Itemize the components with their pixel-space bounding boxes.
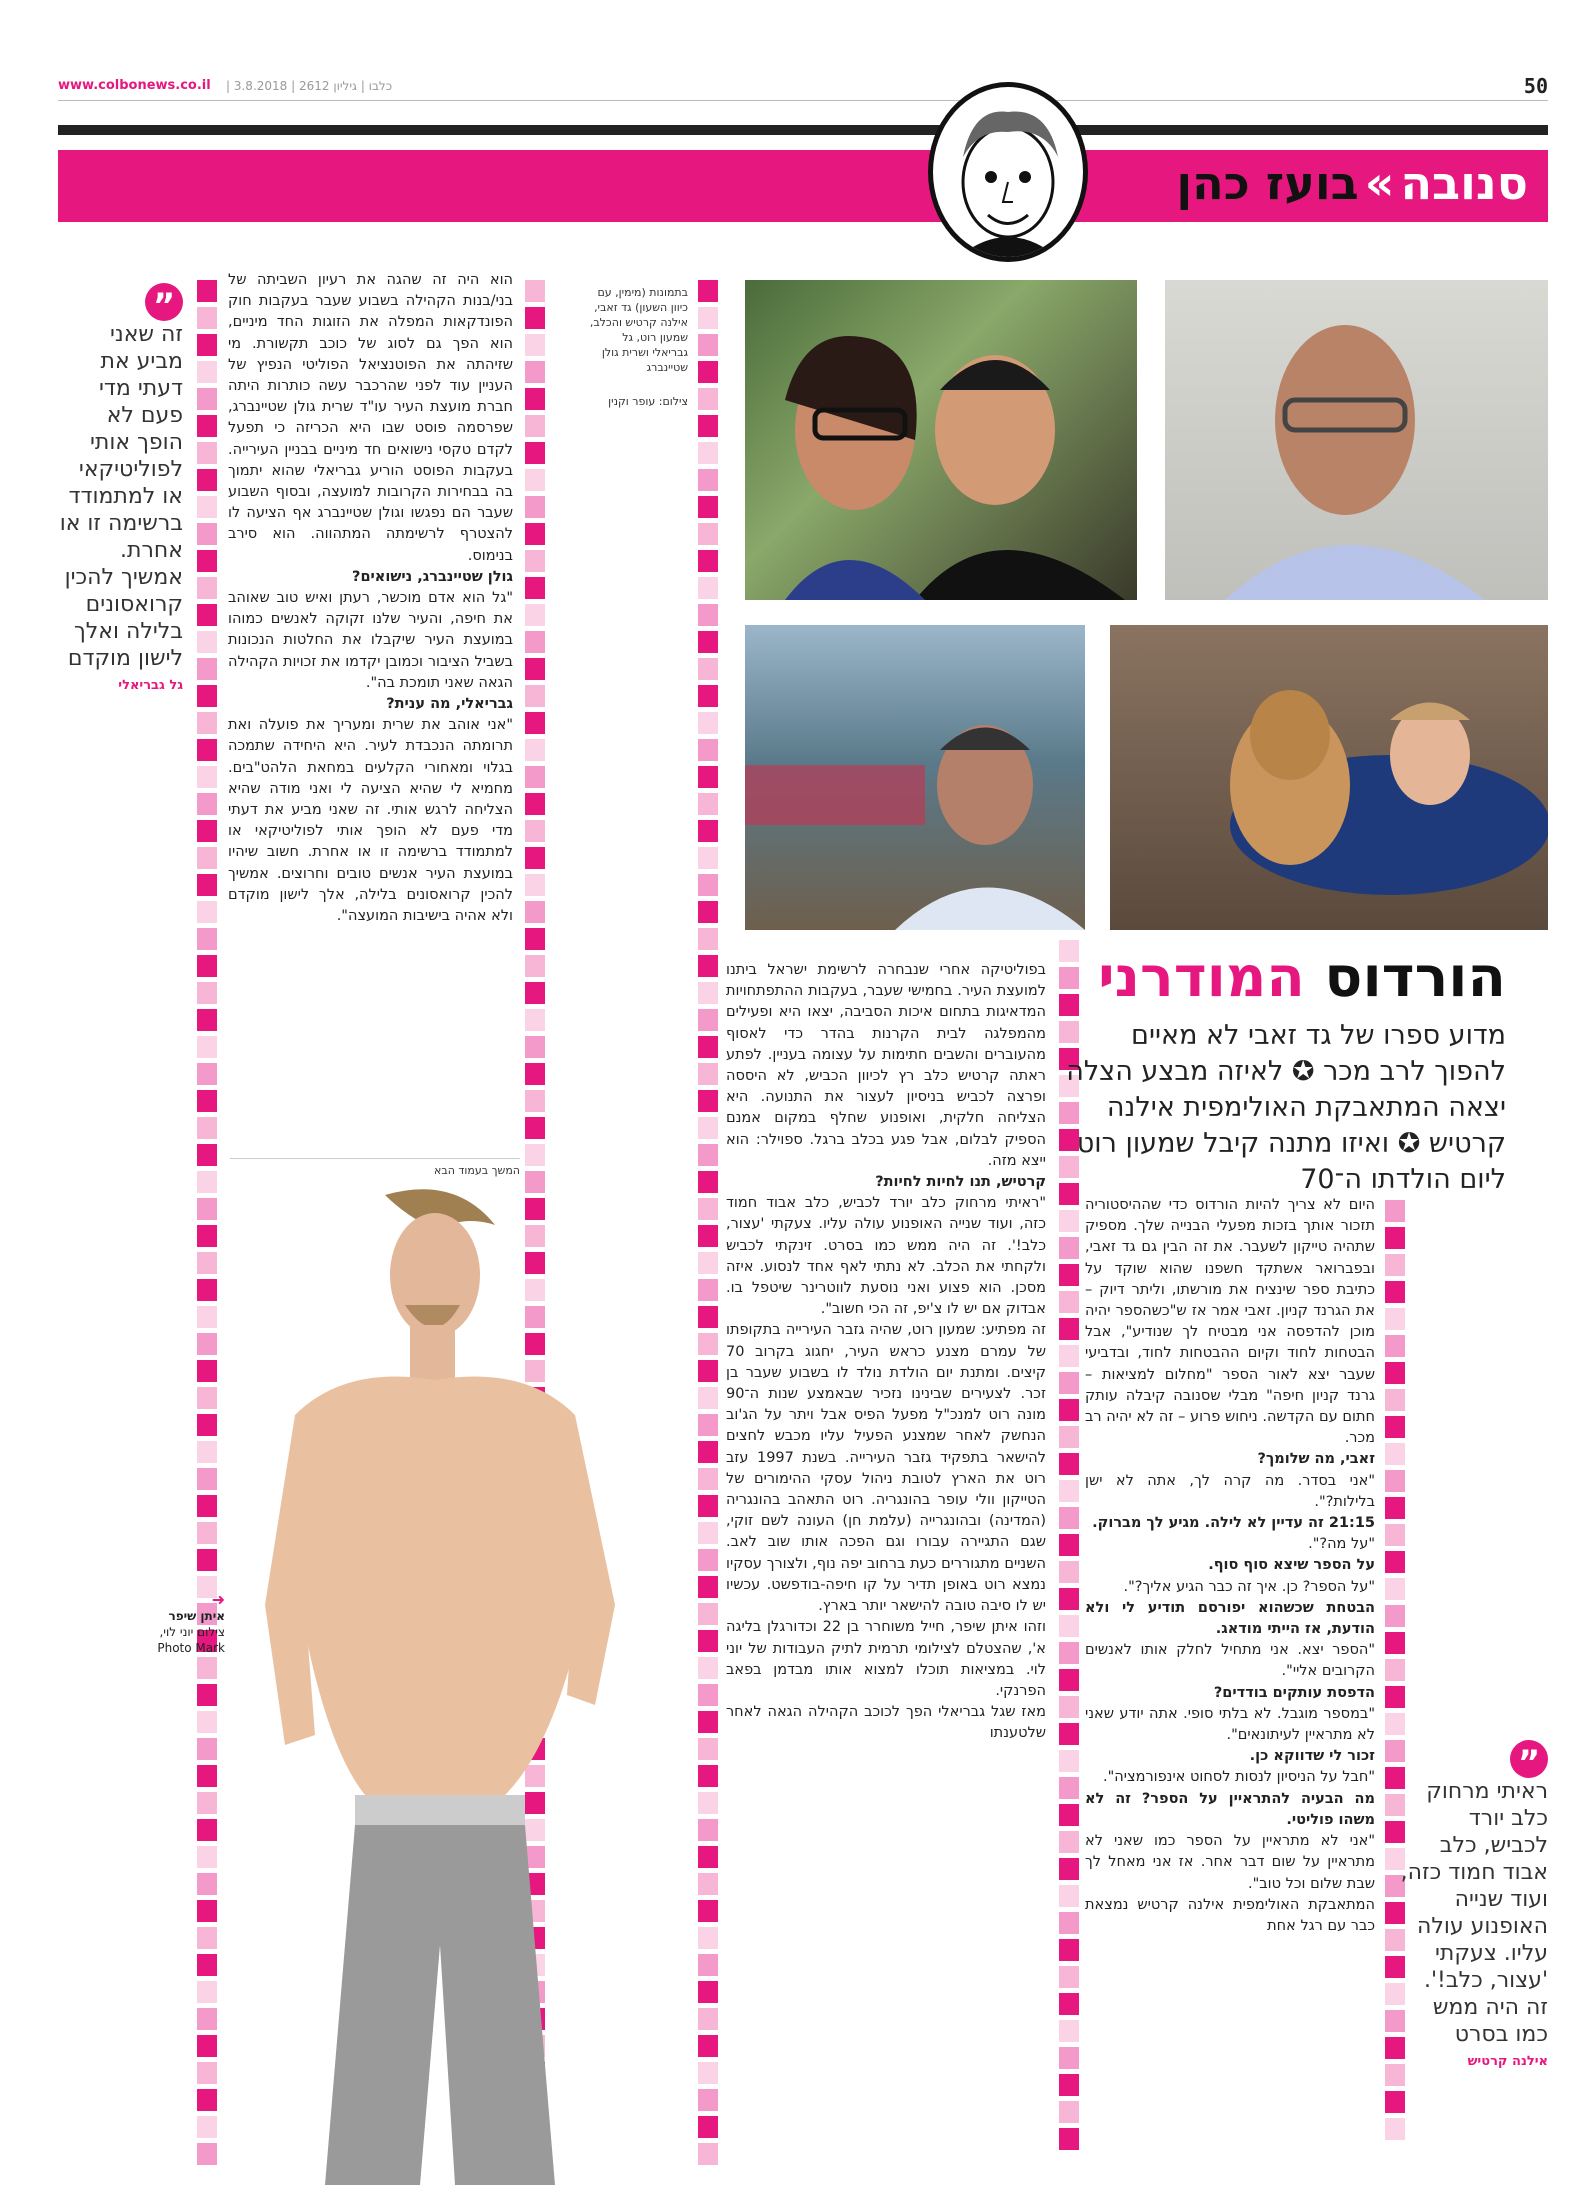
article-paragraph: בפוליטיקה אחרי שנבחרה לרשימת ישראל ביתנו למועצת העיר. בחמישי שעבר, בעקבות ההתפתחויות המדאיגות בתחום איכות הסביבה, יצאו היא ופעילים מהמפלגה לבית הקרנות בהדר כדי לאסוף מהעוברים והשבים חתימות על עצומה בעניין. לפתע ראתה קרטיש כלב רץ לכיוון הכביש, לא היססה ופרצה לכביש בניסיון לעצור את התנועה. היא הצליחה חלקית, ואופנוע שחלף במקום אמנם הספיק לבלום, אבל פגע בכלב ברגל. ספוילר: הוא ייצא מזה. — [726, 962, 1046, 1169]
stripe-block — [698, 2035, 718, 2057]
stripe-block — [698, 1954, 718, 1976]
stripe-block — [698, 361, 718, 383]
stripe-block — [698, 1576, 718, 1598]
headline-dark: הורדוס — [1324, 945, 1506, 1010]
stripe-block — [197, 631, 217, 653]
article-paragraph: קרטיש, תנו לחיות לחיות? — [875, 1174, 1046, 1191]
stripe-block — [197, 739, 217, 761]
stripe-block — [698, 1846, 718, 1868]
stripe-block — [197, 577, 217, 599]
stripe-block — [197, 1225, 217, 1247]
article-paragraph: "על הספר? כן. איך זה כבר הגיע אליך?". — [1123, 1578, 1375, 1595]
stripe-block — [197, 1090, 217, 1112]
stripe-block — [197, 1009, 217, 1031]
stripe-block — [525, 631, 545, 653]
article-headline — [1098, 945, 1506, 1010]
stripe-block — [1385, 1281, 1405, 1303]
column-title — [1176, 156, 1528, 210]
section-keyword: סנובה — [1400, 156, 1528, 210]
decor-stripe — [197, 280, 217, 2170]
article-paragraph: וזהו איתן שיפר, חייל משוחרר בן 22 וכדורגלן בליגה א', שהצטלם לצילומי תרמית לתיק העבודות של יוני לוי. במציאות תוכלו למצוא אותו מבדמן בפאב הפרנקי. — [726, 1619, 1046, 1699]
stripe-block — [1059, 1561, 1079, 1583]
stripe-block — [197, 2116, 217, 2138]
stripe-block — [197, 982, 217, 1004]
stripe-block — [698, 1117, 718, 1139]
section-arrow: » — [1364, 156, 1395, 210]
stripe-block — [1059, 1318, 1079, 1340]
photo-couple — [745, 280, 1137, 600]
stripe-block — [698, 1171, 718, 1193]
article-paragraph: "חבל על הניסיון לנסות לסחוט אינפורמציה". — [1103, 1769, 1375, 1786]
stripe-block — [698, 388, 718, 410]
stripe-block — [197, 1684, 217, 1706]
stripe-block — [698, 2089, 718, 2111]
stripe-block — [197, 1495, 217, 1517]
article-column-2 — [726, 960, 1046, 2180]
stripe-block — [525, 361, 545, 383]
arrow-right-icon: ➜ — [211, 1590, 225, 1609]
stripe-block — [698, 847, 718, 869]
stripe-block — [698, 874, 718, 896]
model-name: איתן שיפר — [168, 1609, 225, 1623]
stripe-block — [525, 982, 545, 1004]
stripe-block — [525, 712, 545, 734]
stripe-block — [197, 2008, 217, 2030]
stripe-block — [1059, 1372, 1079, 1394]
column-band — [58, 150, 1548, 222]
stripe-block — [1059, 1237, 1079, 1259]
stripe-block — [698, 1198, 718, 1220]
stripe-block — [197, 793, 217, 815]
author-name: בועז כהן — [1176, 156, 1359, 210]
stripe-block — [525, 280, 545, 302]
stripe-block — [197, 928, 217, 950]
author-caricature — [928, 82, 1088, 262]
article-paragraph: זכור לי שדווקא כן. — [1249, 1748, 1375, 1765]
stripe-block — [698, 766, 718, 788]
site-header-bar — [58, 74, 1548, 101]
stripe-block — [197, 1441, 217, 1463]
stripe-block — [1385, 1308, 1405, 1330]
stripe-block — [698, 1684, 718, 1706]
stripe-block — [1385, 1497, 1405, 1519]
stripe-block — [1059, 1588, 1079, 1610]
stripe-block — [197, 874, 217, 896]
stripe-block — [1059, 967, 1079, 989]
article-paragraph: היום לא צריך להיות הורדוס כדי שההיסטוריה תזכור אותך בזכות מפעלי הבנייה שלך. מספיק שתהיה טייקון לשעבר. את זה הבין גם גד זאבי, ובפברואר אשתקד חשפנו שהוא שוקד על כתיבת ספר שינציח את מורשתו, וליתר דיוק – את הגרנד קניון. זאבי אמר אז ש"כשהספר יהיה מוכן להדפסה אני מבטיח לך שנודיע", אבל הבטחות לחוד וקיום ההבטחות לחוד, ובדביעי שעבר יצא לאור הספר "מחלום למציאות – גרנד קניון חיפה" מבלי שסנובה קיבלה עותק חתום עם הקדשה. ניחוש פרוע – זה לא יהיה רב מכר. — [1085, 1197, 1375, 1447]
article-paragraph: "אני אוהב את שרית ומעריך את פועלה ואת תרומתה הנכבדת לעיר. היא היחידה שתמכה בגלוי ומאחורי הקלעים במחאת הלהט"בים. מחמיא לי שהיא הציעה לי ואני מודה שהיא הצליחה לרגש אותי. זה שאני מביע את דעתי מדי פעם לא הופך אותי לפוליטיקאי או למתמודד ברשימה זו או אחרת. חשוב שיהיו במועצת העיר אנשים טובים וחרוצים. אמשיך להכין קרואסונים בלילה, אלך לישון מוקדם ולא אהיה בישיבות המועצה". — [228, 717, 513, 925]
stripe-block — [197, 1198, 217, 1220]
stripe-block — [197, 1819, 217, 1841]
stripe-block — [698, 523, 718, 545]
stripe-block — [525, 577, 545, 599]
stripe-block — [197, 1171, 217, 1193]
stripe-block — [197, 1063, 217, 1085]
stripe-block — [197, 1387, 217, 1409]
stripe-block — [197, 1657, 217, 1679]
stripe-block — [1059, 1291, 1079, 1313]
stripe-block — [197, 334, 217, 356]
stripe-block — [1385, 2118, 1405, 2140]
stripe-block — [698, 1333, 718, 1355]
stripe-block — [197, 1954, 217, 1976]
stripe-block — [698, 1468, 718, 1490]
stripe-block — [197, 658, 217, 680]
stripe-block — [698, 982, 718, 1004]
stripe-block — [1059, 1453, 1079, 1475]
stripe-block — [698, 1036, 718, 1058]
stripe-block — [197, 523, 217, 545]
stripe-block — [525, 1144, 545, 1166]
issue-meta: | כלבו | גיליון 2612 | 3.8.2018 — [226, 79, 393, 93]
stripe-block — [197, 604, 217, 626]
article-paragraph: על הספר שיצא סוף סוף. — [1208, 1557, 1375, 1574]
stripe-block — [197, 1468, 217, 1490]
stripe-block — [1059, 1885, 1079, 1907]
stripe-block — [525, 847, 545, 869]
stripe-block — [197, 955, 217, 977]
stripe-block — [197, 280, 217, 302]
stripe-block — [698, 1549, 718, 1571]
stripe-block — [698, 1927, 718, 1949]
stripe-block — [1059, 1669, 1079, 1691]
stripe-block — [1059, 1858, 1079, 1880]
stripe-block — [197, 469, 217, 491]
page-number: 50 — [1523, 74, 1548, 98]
stripe-block — [525, 766, 545, 788]
stripe-block — [698, 955, 718, 977]
stripe-block — [525, 820, 545, 842]
stripe-block — [197, 1279, 217, 1301]
stripe-block — [197, 307, 217, 329]
stripe-block — [197, 361, 217, 383]
stripe-block — [698, 712, 718, 734]
stripe-block — [1385, 2091, 1405, 2113]
stripe-block — [698, 2008, 718, 2030]
stripe-block — [197, 1765, 217, 1787]
stripe-block — [1059, 1345, 1079, 1367]
stripe-block — [698, 604, 718, 626]
stripe-block — [525, 415, 545, 437]
stripe-block — [698, 1144, 718, 1166]
stripe-block — [197, 1900, 217, 1922]
stripe-block — [197, 1333, 217, 1355]
model-caption — [130, 1592, 225, 1656]
stripe-block — [698, 496, 718, 518]
stripe-block — [1385, 1713, 1405, 1735]
stripe-block — [525, 739, 545, 761]
stripe-block — [197, 901, 217, 923]
top-rule — [58, 125, 1548, 135]
stripe-block — [698, 1900, 718, 1922]
stripe-block — [525, 1009, 545, 1031]
stripe-block — [197, 1738, 217, 1760]
stripe-block — [1059, 1615, 1079, 1637]
quote-icon: ” — [145, 283, 183, 321]
stripe-block — [1385, 1551, 1405, 1573]
stripe-block — [698, 1981, 718, 2003]
stripe-block — [1385, 1686, 1405, 1708]
article-paragraph: "על מה?". — [1308, 1536, 1375, 1553]
article-paragraph: מאז שגל גבריאלי הפך לכוכב הקהילה הגאה לאחר שלטענתו — [726, 1704, 1046, 1742]
stripe-block — [698, 1765, 718, 1787]
stripe-block — [698, 739, 718, 761]
stripe-block — [197, 685, 217, 707]
stripe-block — [197, 2035, 217, 2057]
stripe-block — [1385, 1389, 1405, 1411]
stripe-block — [698, 577, 718, 599]
article-column-3 — [228, 270, 513, 1130]
stripe-block — [525, 928, 545, 950]
article-paragraph: 21:15 זה עדיין לא לילה. מגיע לך מברוק. — [1092, 1515, 1375, 1532]
stripe-block — [1059, 1939, 1079, 1961]
stripe-block — [1385, 1362, 1405, 1384]
stripe-block — [698, 928, 718, 950]
stripe-block — [1385, 1578, 1405, 1600]
stripe-block — [1059, 1264, 1079, 1286]
stripe-block — [698, 280, 718, 302]
stripe-block — [197, 1927, 217, 1949]
stripe-block — [1059, 1804, 1079, 1826]
stripe-block — [1059, 994, 1079, 1016]
stripe-block — [1385, 1335, 1405, 1357]
stripe-block — [1385, 1200, 1405, 1222]
quote-text: זה שאני מביע את דעתי מדי פעם לא הופך אותי לפוליטיקאי או למתמודד ברשימה זו או אחרת. אמשיך להכין קרואסונים בלילה ואלך לישון מוקדם — [59, 322, 183, 671]
article-paragraph: זה מפתיע: שמעון רוט, שהיה גזבר העירייה בתקופתו של עמרם מצנע כראש העיר, יחגוג בקרוב 70 קיצים. ומתנת יום הולדת נולד לו בשבוע שעבר בן זכר. לצעירים שבינינו נזכיר שבאמצע שנות ה־90 מונה רוט למנכ"ל מפעל הפיס אבל ויתר על הג'וב הנחשק לאחר שמצנע הפעיל עליו מכבש לחצים להישאר בתפקיד גזבר העירייה. בשנת 1997 עזב רוט את הארץ לטובת ניהול עסקי ההימורים של הטייקון וולי עופר בהונגריה. רוט התאהב בהונגריה (המדינה) ובהונגרייה (עלמת חן) העונה לשם זוקי, שגם התגיירה עבורו וגם הפכה אותו שוב לאב. השניים מתגוררים כעת ברחוב יפה נוף, ולצורך עסקיו נמצא רוט באופן תדיר על קו חיפה-בודפשט. עכשיו יש לו סיבה טובה להישאר יותר בארץ. — [726, 1322, 1046, 1615]
stripe-block — [1059, 2020, 1079, 2042]
headline-pink: המודרני — [1098, 945, 1305, 1010]
article-paragraph: גבריאלי, מה ענית? — [386, 696, 513, 713]
stripe-block — [1059, 1993, 1079, 2015]
stripe-block — [197, 1846, 217, 1868]
stripe-block — [525, 1063, 545, 1085]
stripe-block — [197, 1252, 217, 1274]
stripe-block — [525, 469, 545, 491]
stripe-block — [1385, 1605, 1405, 1627]
stripe-block — [698, 1279, 718, 1301]
stripe-block — [197, 1549, 217, 1571]
stripe-block — [1059, 1480, 1079, 1502]
photo-shimon-roth — [745, 625, 1085, 930]
stripe-block — [698, 442, 718, 464]
stripe-block — [698, 1090, 718, 1112]
stripe-block — [698, 2116, 718, 2138]
stripe-block — [197, 820, 217, 842]
stripe-block — [698, 1603, 718, 1625]
stripe-block — [698, 1252, 718, 1274]
stripe-block — [1059, 1534, 1079, 1556]
stripe-block — [197, 712, 217, 734]
stripe-block — [1059, 1831, 1079, 1853]
stripe-block — [1059, 2047, 1079, 2069]
stripe-block — [1385, 1470, 1405, 1492]
stripe-block — [698, 793, 718, 815]
stripe-block — [698, 1657, 718, 1679]
stripe-block — [197, 847, 217, 869]
decor-stripe — [698, 280, 718, 2170]
stripe-block — [197, 1981, 217, 2003]
stripe-block — [525, 955, 545, 977]
photo-gad-zeevi — [1165, 280, 1548, 600]
stripe-block — [698, 1873, 718, 1895]
stripe-block — [197, 388, 217, 410]
article-paragraph: מה הבעיה להתראיין על הספר? זה לא משהו פוליטי. — [1085, 1790, 1375, 1828]
stripe-block — [197, 1522, 217, 1544]
stripe-block — [698, 1441, 718, 1463]
stripe-block — [698, 1387, 718, 1409]
stripe-block — [1059, 1642, 1079, 1664]
stripe-block — [698, 1819, 718, 1841]
stripe-block — [698, 550, 718, 572]
article-paragraph: הבטחת שכשהוא יפורסם תודיע לי ולא הודעת, אז הייתי מודאג. — [1085, 1599, 1375, 1638]
pull-quote-gabriely — [58, 283, 183, 699]
stripe-block — [1059, 940, 1079, 962]
stripe-block — [698, 469, 718, 491]
stripe-block — [698, 1738, 718, 1760]
stripe-block — [525, 793, 545, 815]
stripe-block — [197, 766, 217, 788]
stripe-block — [525, 1117, 545, 1139]
stripe-block — [698, 1792, 718, 1814]
stripe-block — [698, 334, 718, 356]
stripe-block — [197, 1414, 217, 1436]
stripe-block — [197, 550, 217, 572]
stripe-block — [1059, 2128, 1079, 2150]
stripe-block — [525, 604, 545, 626]
photos-credit: צילום: עופר וקנין — [608, 395, 688, 408]
stripe-block — [1385, 1254, 1405, 1276]
stripe-block — [1059, 1426, 1079, 1448]
article-paragraph: "הספר יצא. אני מתחיל לחלק אותו לאנשים הקרובים אליי". — [1085, 1642, 1375, 1680]
stripe-block — [698, 1225, 718, 1247]
stripe-block — [698, 1630, 718, 1652]
stripe-block — [1059, 1696, 1079, 1718]
stripe-block — [698, 1063, 718, 1085]
article-subhead: מדוע ספרו של גד זאבי לא מאיים להפוך לרב מכר ✪ לאיזה מבצע הצלה יצאה המתאבקת האולימפית אילנה קרטיש ✪ ואיזו מתנה קיבל שמעון רוט ליום הולדתו ה־70 — [1066, 1020, 1506, 1195]
article-paragraph: "אני לא מתראיין על הספר כמו שאני לא מתראיין על שום דבר אחר. אז אני מאחל לך שבת שלום וכל טוב". — [1085, 1833, 1375, 1892]
stripe-block — [1059, 1966, 1079, 1988]
stripe-block — [1385, 1416, 1405, 1438]
article-paragraph: "במספר מוגבל. לא בלתי סופי. אתה יודע שאני לא מתראיין לעיתונאים". — [1085, 1705, 1375, 1744]
stripe-block — [525, 496, 545, 518]
stripe-block — [197, 1144, 217, 1166]
stripe-block — [525, 307, 545, 329]
article-column-1 — [1085, 1195, 1375, 2180]
stripe-block — [1385, 1632, 1405, 1654]
stripe-block — [197, 1711, 217, 1733]
stripe-block — [197, 2089, 217, 2111]
quote-author: גל גבריאלי — [118, 678, 183, 693]
stripe-block — [698, 1711, 718, 1733]
article-paragraph: הוא היה זה שהגה את רעיון השביתה של בני/בנות הקהילה בשבוע שעבר בעקבות חוק הפונדקאות המפלה את הזוגות החד מיניים, הוא הפך גם לסוג של כוכב תקשורת. מי שזיהתה את הפוטנציאל הפוליטי הנפיץ של העניין עוד לפני שהרכבר עשה כותרות היתה חברת מועצת העיר עו"ד שרית גולן שטיינברג, שפרסמה פוסט שבו היא הכריזה כי תפעל לקדם טקסי נישואים חד מיניים בבניין העירייה. בעקבות הפוסט הוריע גבריאלי שהוא יתמוך בה בבחירות הקרובות למועצה, ובסוף השבוע שעבר הם נפגשו וגולן שטיינברג אף הציעה לו להצטרף לרשימתה המתהווה. הוא סירב בנימוס. — [228, 272, 513, 564]
stripe-block — [1059, 1399, 1079, 1421]
stripe-block — [525, 685, 545, 707]
stripe-block — [698, 1306, 718, 1328]
quote-icon: ” — [1510, 1740, 1548, 1778]
stripe-block — [525, 658, 545, 680]
stripe-block — [197, 415, 217, 437]
stripe-block — [698, 1414, 718, 1436]
stripe-block — [698, 631, 718, 653]
quote-author: אילנה קרטיש — [1467, 2054, 1548, 2069]
stripe-block — [1059, 1777, 1079, 1799]
stripe-block — [698, 658, 718, 680]
stripe-block — [698, 307, 718, 329]
stripe-block — [197, 442, 217, 464]
stripe-block — [525, 388, 545, 410]
photo-ilana-kratysh-dog — [1110, 625, 1548, 930]
stripe-block — [525, 1090, 545, 1112]
stripe-block — [1059, 2101, 1079, 2123]
stripe-block — [197, 2062, 217, 2084]
stripe-block — [698, 1360, 718, 1382]
stripe-block — [1385, 1524, 1405, 1546]
site-url[interactable]: www.colbonews.co.il — [58, 78, 211, 93]
photo-eitan-shifer — [255, 1185, 625, 2185]
stripe-block — [698, 1009, 718, 1031]
stripe-block — [197, 1792, 217, 1814]
stripe-block — [197, 1306, 217, 1328]
stripe-block — [698, 415, 718, 437]
stripe-block — [525, 874, 545, 896]
article-paragraph: המתאבקת האולימפית אילנה קרטיש נמצאת כבר עם רגל אחת — [1085, 1896, 1375, 1934]
stripe-block — [1385, 1443, 1405, 1465]
pull-quote-kratysh — [1400, 1740, 1548, 2075]
stripe-block — [1385, 1659, 1405, 1681]
article-paragraph: "ראיתי מרחוק כלב יורד לכביש, כלב אבוד חמוד כזה, ועוד שנייה האופנוע עולה עליו. צעקתי 'עצור, כלב!'. זה היה ממש כמו בסרט. זינקתי לכביש ולקחתי את הכלב. לא נתתי לאף אחד לנסוע. איזה מסכן. הוא פצוע ואני נוסעת לווטרינר שיטפל בו. אבדוק אם יש לו צ'יפ, זה הכי חשוב". — [726, 1195, 1046, 1318]
article-paragraph: זאבי, מה שלומך? — [1257, 1451, 1375, 1468]
stripe-block — [1059, 2074, 1079, 2096]
article-paragraph: גולן שטיינברג, נישואים? — [352, 568, 513, 585]
stripe-block — [698, 2062, 718, 2084]
stripe-block — [197, 2143, 217, 2165]
stripe-block — [525, 550, 545, 572]
stripe-block — [197, 1360, 217, 1382]
stripe-block — [1385, 1227, 1405, 1249]
stripe-block — [525, 901, 545, 923]
stripe-block — [525, 1036, 545, 1058]
model-credit: צילום יוני לוי, Photo Mark — [157, 1625, 225, 1655]
article-paragraph: "גל הוא אדם מוכשר, רעתן ואיש טוב שאוהב את חיפה, והעיר שלנו זקוקה לאנשים כמוהו במועצת העיר שיקבלו את החלטות הנכונות בשביל הציבור וכמובן יקדמו את זכויות הקהילה הגאה שאני תומכת בה". — [228, 590, 513, 691]
article-paragraph: הדפסת עותקים בודדים? — [1213, 1684, 1375, 1701]
stripe-block — [698, 1522, 718, 1544]
quote-text: ראיתי מרחוק כלב יורד לכביש, כלב אבוד חמוד כזה, ועוד שנייה האופנוע עולה עליו. צעקתי 'עצור, כלב!'. זה היה ממש כמו בסרט — [1400, 1779, 1548, 2047]
stripe-block — [698, 2143, 718, 2165]
photos-caption: בתמונות (מימין, עם כיוון השעון) גד זאבי, אילנה קרטיש והכלב, שמעון רוט, גל גבריאלי ושרית גולן שטיינברג — [589, 286, 688, 374]
stripe-block — [1059, 1507, 1079, 1529]
continued-note: המשך בעמוד הבא — [230, 1158, 520, 1178]
article-paragraph: "אני בסדר. מה קרה לך, אתה לא ישן בלילות?". — [1085, 1472, 1375, 1510]
stripe-block — [197, 1873, 217, 1895]
stripe-block — [1059, 1750, 1079, 1772]
stripe-block — [197, 1036, 217, 1058]
stripe-block — [197, 496, 217, 518]
stripe-block — [698, 1495, 718, 1517]
stripe-block — [1059, 1210, 1079, 1232]
stripe-block — [1059, 1723, 1079, 1745]
stripe-block — [698, 820, 718, 842]
stripe-block — [698, 685, 718, 707]
stripe-block — [197, 1117, 217, 1139]
stripe-block — [525, 442, 545, 464]
stripe-block — [525, 334, 545, 356]
stripe-block — [525, 523, 545, 545]
stripe-block — [698, 901, 718, 923]
stripe-block — [1059, 1912, 1079, 1934]
